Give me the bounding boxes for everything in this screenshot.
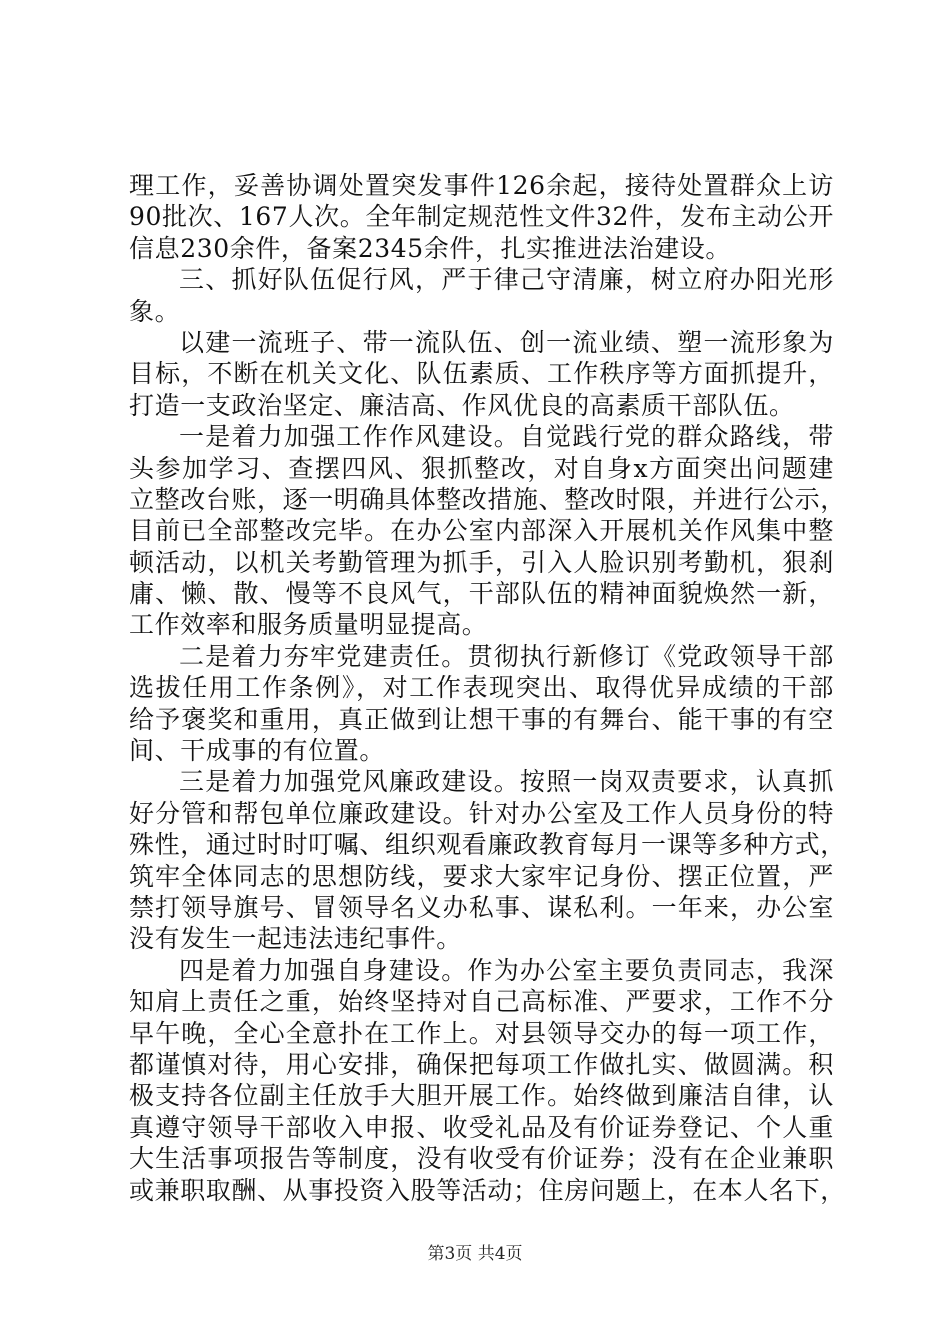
text-line: 立整改台账，逐一明确具体整改措施、整改时限，并进行公示，: [129, 484, 846, 514]
text-line: 三、抓好队伍促行风，严于律己守清廉，树立府办阳光形: [179, 265, 834, 295]
text-line: 极支持各位副主任放手大胆开展工作。始终做到廉洁自律，认: [129, 1081, 834, 1111]
text-line: 真遵守领导干部收入申报、收受礼品及有价证券登记、个人重: [129, 1112, 834, 1142]
text-line: 或兼职取酬、从事投资入股等活动；住房问题上，在本人名下，: [129, 1175, 846, 1205]
text-line: 顿活动，以机关考勤管理为抓手，引入人脸识别考勤机，狠刹: [129, 547, 834, 577]
text-line: 理工作，妥善协调处置突发事件126余起，接待处置群众上访: [129, 171, 834, 200]
text-line: 间、干成事的有位置。: [129, 736, 386, 766]
text-line: 筑牢全体同志的思想防线，要求大家牢记身份、摆正位置，严: [129, 861, 834, 891]
text-line: 一是着力加强工作作风建设。自觉践行党的群众路线，带: [179, 422, 834, 452]
text-line: 没有发生一起违法违纪事件。: [129, 924, 462, 954]
text-line: 给予褒奖和重用，真正做到让想干事的有舞台、能干事的有空: [129, 704, 834, 734]
text-line: 庸、懒、散、慢等不良风气，干部队伍的精神面貌焕然一新，: [129, 579, 834, 609]
text-line: 打造一支政治坚定、廉洁高、作风优良的高素质干部队伍。: [129, 390, 795, 420]
text-line: 禁打领导旗号、冒领导名义办私事、谋私利。一年来，办公室: [129, 892, 834, 922]
document-body: [129, 170, 846, 1206]
text-line: 选拔任用工作条例》，对工作表现突出、取得优异成绩的干部: [129, 673, 834, 703]
text-line: 目前已全部整改完毕。在办公室内部深入开展机关作风集中整: [129, 516, 834, 546]
text-line: 信息230余件，备案2345余件，扎实推进法治建设。: [129, 233, 731, 263]
text-line: 二是着力夯牢党建责任。贯彻执行新修订《党政领导干部: [179, 641, 834, 671]
text-line: 90批次、167人次。全年制定规范性文件32件，发布主动公开: [129, 202, 834, 232]
text-line: 大生活事项报告等制度，没有收受有价证券；没有在企业兼职: [129, 1144, 834, 1174]
text-line: 工作效率和服务质量明显提高。: [129, 610, 488, 640]
text-line: 都谨慎对待，用心安排，确保把每项工作做扎实、做圆满。积: [129, 1049, 834, 1079]
text-line: 以建一流班子、带一流队伍、创一流业绩、塑一流形象为: [179, 327, 834, 357]
text-line: 象。: [129, 296, 181, 326]
text-line: 知肩上责任之重，始终坚持对自己高标准、严要求，工作不分: [129, 987, 834, 1017]
page-number-footer: 第3页 共4页: [427, 1244, 523, 1264]
text-line: 四是着力加强自身建设。作为办公室主要负责同志，我深: [179, 955, 834, 985]
text-line: 早午晚，全心全意扑在工作上。对县领导交办的每一项工作，: [129, 1018, 834, 1048]
text-line: 头参加学习、查摆四风、狠抓整改，对自身x方面突出问题建: [129, 453, 834, 483]
text-line: 目标，不断在机关文化、队伍素质、工作秩序等方面抓提升，: [129, 359, 834, 389]
text-line: 殊性，通过时时叮嘱、组织观看廉政教育每月一课等多种方式，: [129, 830, 846, 860]
text-line: 好分管和帮包单位廉政建设。针对办公室及工作人员身份的特: [129, 798, 834, 828]
text-line: 三是着力加强党风廉政建设。按照一岗双责要求，认真抓: [179, 767, 834, 797]
